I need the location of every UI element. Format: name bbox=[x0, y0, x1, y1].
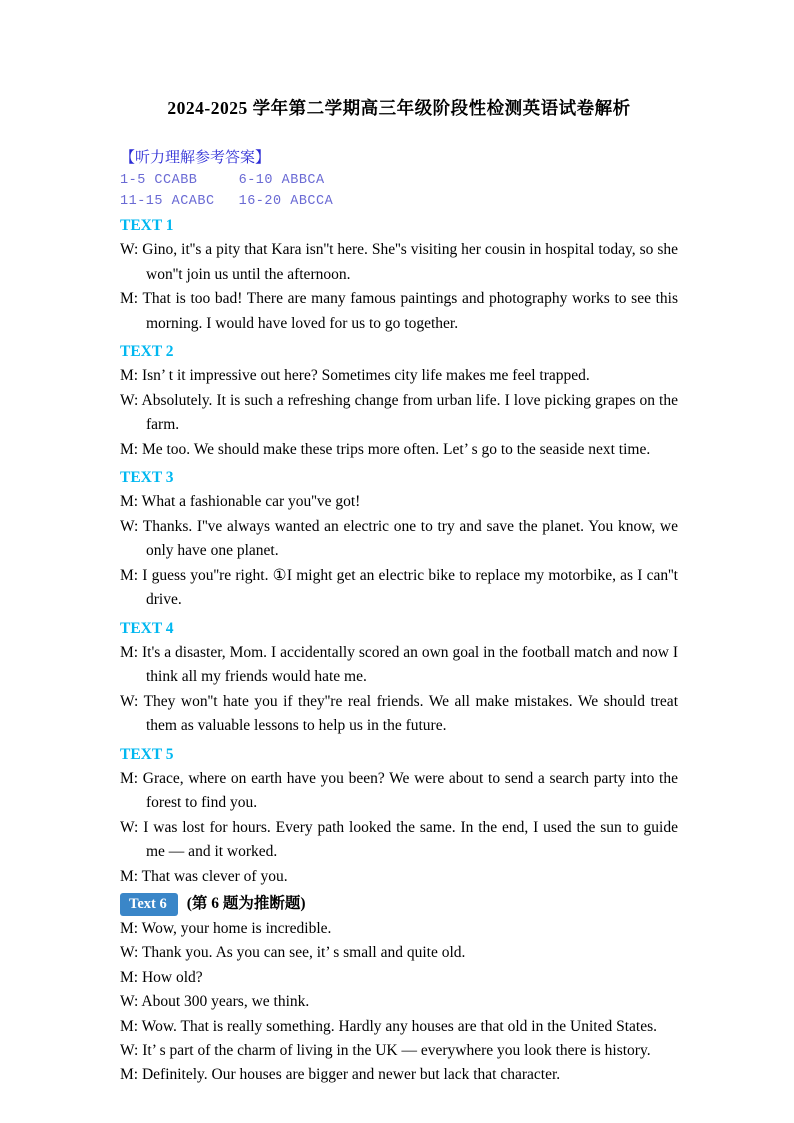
section-heading: TEXT 3 bbox=[120, 469, 174, 487]
answers-row bbox=[120, 193, 678, 210]
text6-badge: Text 6 bbox=[120, 893, 178, 916]
dialogue-line: W: I was lost for hours. Every path looked the same. In the end, I used the sun to guide me — and it worked. bbox=[120, 818, 678, 861]
dialogue-line: M: What a fashionable car you''ve got! bbox=[120, 493, 361, 511]
section-heading: TEXT 1 bbox=[120, 217, 174, 234]
dialogue-line: W: About 300 years, we think. bbox=[120, 993, 310, 1011]
listening-answers-block bbox=[120, 148, 678, 210]
dialogue-line: M: Wow. That is really something. Hardly any houses are that old in the United States. bbox=[120, 1017, 657, 1035]
text6-note: (第 6 题为推断题) bbox=[186, 895, 306, 913]
dialogue-line: M: Isn’ t it impressive out here? Sometimes city life makes me feel trapped. bbox=[120, 367, 590, 385]
dialogue-line: W: Thanks. I''ve always wanted an electric one to try and save the planet. You know, we only have one planet. bbox=[120, 517, 678, 560]
dialogue-line: W: They won''t hate you if they''re real friends. We all make mistakes. We should treat them as valuable lessons to help us in the future. bbox=[120, 692, 678, 735]
dialogue-line: M: How old? bbox=[120, 968, 203, 986]
text-section-2 bbox=[120, 340, 678, 462]
dialogue-line: M: Me too. We should make these trips more often. Let’ s go to the seaside next time. bbox=[120, 440, 651, 458]
dialogue-line: W: It’ s part of the charm of living in the UK — everywhere you look there is history. bbox=[120, 1042, 651, 1059]
answers-11-15: 11-15 ACABC bbox=[120, 194, 215, 209]
answers-1-5: 1-5 CCABB bbox=[120, 173, 198, 188]
text-section-1 bbox=[120, 214, 678, 336]
dialogue-line: M: I guess you''re right. ①I might get an electric bike to replace my motorbike, as I can''t drive. bbox=[120, 566, 678, 609]
dialogue-line: M: It's a disaster, Mom. I accidentally scored an own goal in the football match and now I think all my friends would hate me. bbox=[120, 643, 678, 686]
text6-heading-row bbox=[120, 892, 678, 917]
dialogue-line: W: Absolutely. It is such a refreshing change from urban life. I love picking grapes on the farm. bbox=[120, 391, 678, 434]
text-section-5 bbox=[120, 743, 678, 889]
dialogue-line: M: Grace, where on earth have you been? We were about to send a search party into the forest to find you. bbox=[120, 769, 678, 812]
dialogue-line: M: Wow, your home is incredible. bbox=[120, 919, 332, 937]
dialogue-line: M: That is too bad! There are many famous paintings and photography works to see this morning. I would have loved for us to go together. bbox=[120, 290, 678, 332]
section-heading: TEXT 4 bbox=[120, 619, 174, 637]
listening-answers-header: 【听力理解参考答案】 bbox=[120, 150, 271, 166]
section-heading: TEXT 2 bbox=[120, 343, 174, 361]
dialogue-line: W: Gino, it''s a pity that Kara isn''t here. She''s visiting her cousin in hospital today, so she won''t join us until the afternoon. bbox=[120, 241, 678, 283]
answers-row bbox=[120, 172, 678, 189]
dialogue-line: M: That was clever of you. bbox=[120, 867, 288, 885]
dialogue-line: M: Definitely. Our houses are bigger and newer but lack that character. bbox=[120, 1066, 561, 1084]
text-section-6 bbox=[120, 892, 678, 1088]
answers-6-10: 6-10 ABBCA bbox=[238, 173, 325, 188]
text-section-3 bbox=[120, 466, 678, 612]
answers-16-20: 16-20 ABCCA bbox=[238, 194, 334, 209]
dialogue-line: W: Thank you. As you can see, it’ s small and quite old. bbox=[120, 944, 466, 962]
text-section-4 bbox=[120, 617, 678, 739]
document-title: 2024-2025 学年第二学期高三年级阶段性检测英语试卷解析 bbox=[167, 98, 631, 118]
section-heading: TEXT 5 bbox=[120, 745, 174, 763]
